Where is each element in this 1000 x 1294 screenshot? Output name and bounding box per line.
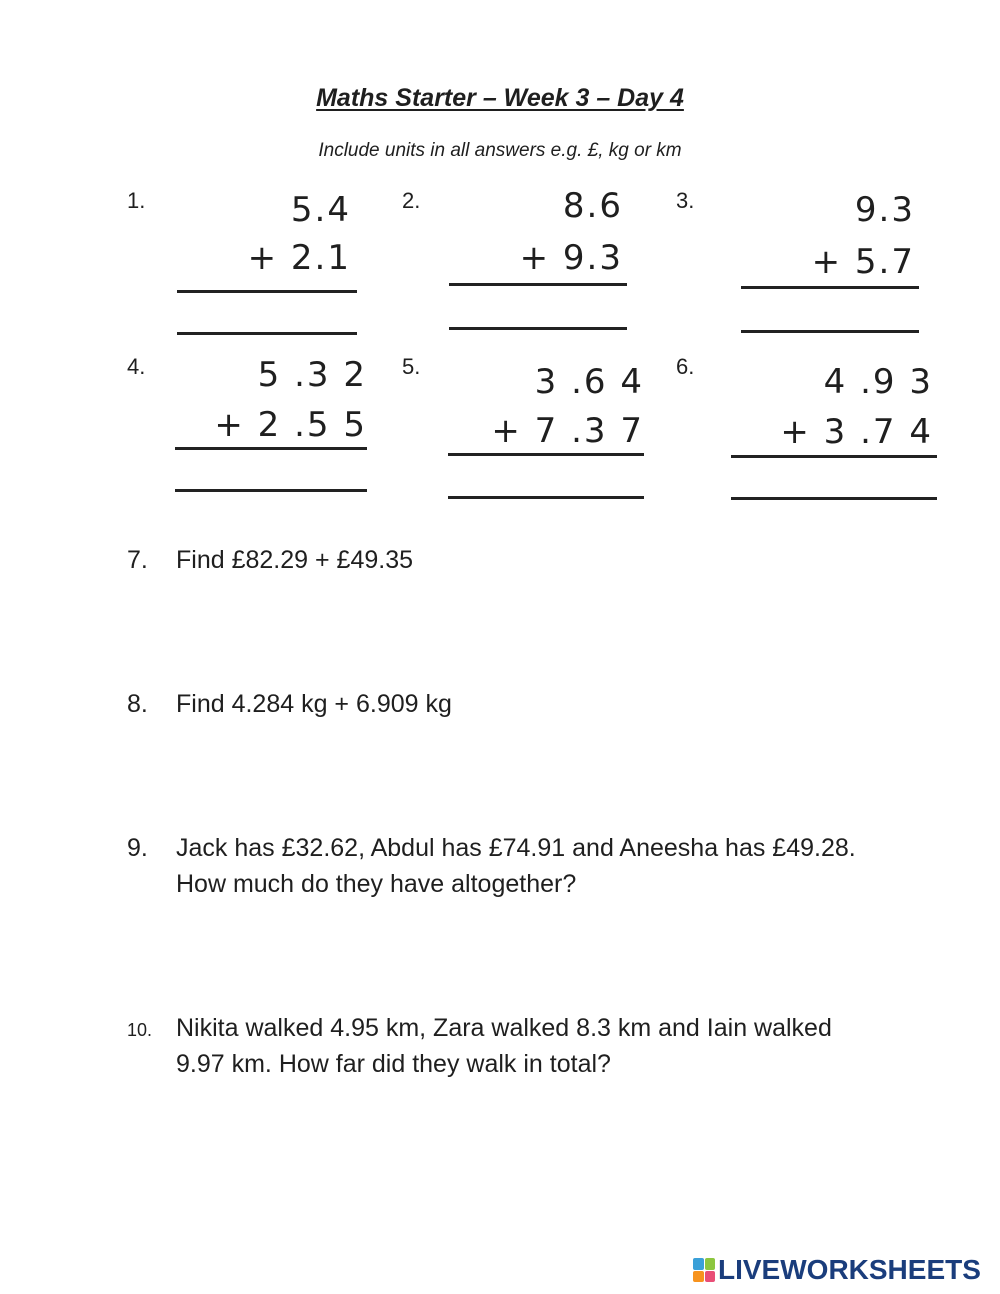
question-number-8: 8.: [127, 690, 148, 718]
question-9-text-line2: How much do they have altogether?: [176, 870, 577, 898]
question-9-text: Jack has £32.62, Abdul has £74.91 and Aneesha has £49.28.: [176, 834, 856, 862]
question-number-4: 4.: [127, 354, 146, 379]
brand-name: LIVEWORKSHEETS: [718, 1254, 981, 1285]
answer-line-5[interactable]: [448, 496, 644, 499]
sum-rule: [449, 283, 627, 286]
sum-top-number: 8.6: [562, 186, 623, 226]
sum-rule: [448, 453, 644, 456]
column-sum-4: [175, 355, 367, 500]
sum-bottom-number: + 9.3: [519, 238, 623, 278]
sum-top-number: 4 .9 3: [823, 362, 933, 402]
question-10-text-line2: 9.97 km. How far did they walk in total?: [176, 1050, 611, 1078]
answer-line-3[interactable]: [741, 330, 919, 333]
question-number-2: 2.: [402, 188, 421, 213]
liveworksheets-brand[interactable]: [693, 1253, 981, 1287]
answer-line-6[interactable]: [731, 497, 937, 500]
question-number-1: 1.: [127, 188, 146, 213]
question-number-6: 6.: [676, 354, 695, 379]
answer-line-1[interactable]: [177, 332, 357, 335]
sum-bottom-number: + 3 .7 4: [780, 412, 933, 452]
sum-rule: [741, 286, 919, 289]
column-sum-5: [448, 362, 644, 507]
sum-rule: [175, 447, 367, 450]
sum-top-number: 3 .6 4: [534, 362, 644, 402]
question-8-text: Find 4.284 kg + 6.909 kg: [176, 690, 452, 718]
column-sum-1: [177, 190, 357, 340]
question-number-9: 9.: [127, 834, 148, 862]
sum-bottom-number: + 5.7: [811, 242, 915, 282]
sum-top-number: 5.4: [290, 190, 351, 230]
liveworksheets-logo-icon: [693, 1258, 715, 1282]
page-title: Maths Starter – Week 3 – Day 4: [316, 84, 684, 112]
question-number-3: 3.: [676, 188, 695, 213]
sum-bottom-number: + 2 .5 5: [214, 405, 367, 445]
column-sum-3: [741, 190, 919, 340]
column-sum-6: [731, 362, 937, 507]
sum-rule: [731, 455, 937, 458]
answer-line-2[interactable]: [449, 327, 627, 330]
sum-top-number: 5 .3 2: [257, 355, 367, 395]
question-number-5: 5.: [402, 354, 421, 379]
answer-line-4[interactable]: [175, 489, 367, 492]
question-number-7: 7.: [127, 546, 148, 574]
sum-bottom-number: + 7 .3 7: [491, 411, 644, 451]
question-10-text: Nikita walked 4.95 km, Zara walked 8.3 km and Iain walked: [176, 1014, 832, 1042]
sum-rule: [177, 290, 357, 293]
sum-top-number: 9.3: [854, 190, 915, 230]
question-number-10: 10.: [127, 1020, 153, 1040]
page-subtitle: Include units in all answers e.g. £, kg or km: [318, 140, 682, 161]
question-7-text: Find £82.29 + £49.35: [176, 546, 413, 574]
sum-bottom-number: + 2.1: [247, 238, 351, 278]
column-sum-2: [449, 186, 627, 336]
